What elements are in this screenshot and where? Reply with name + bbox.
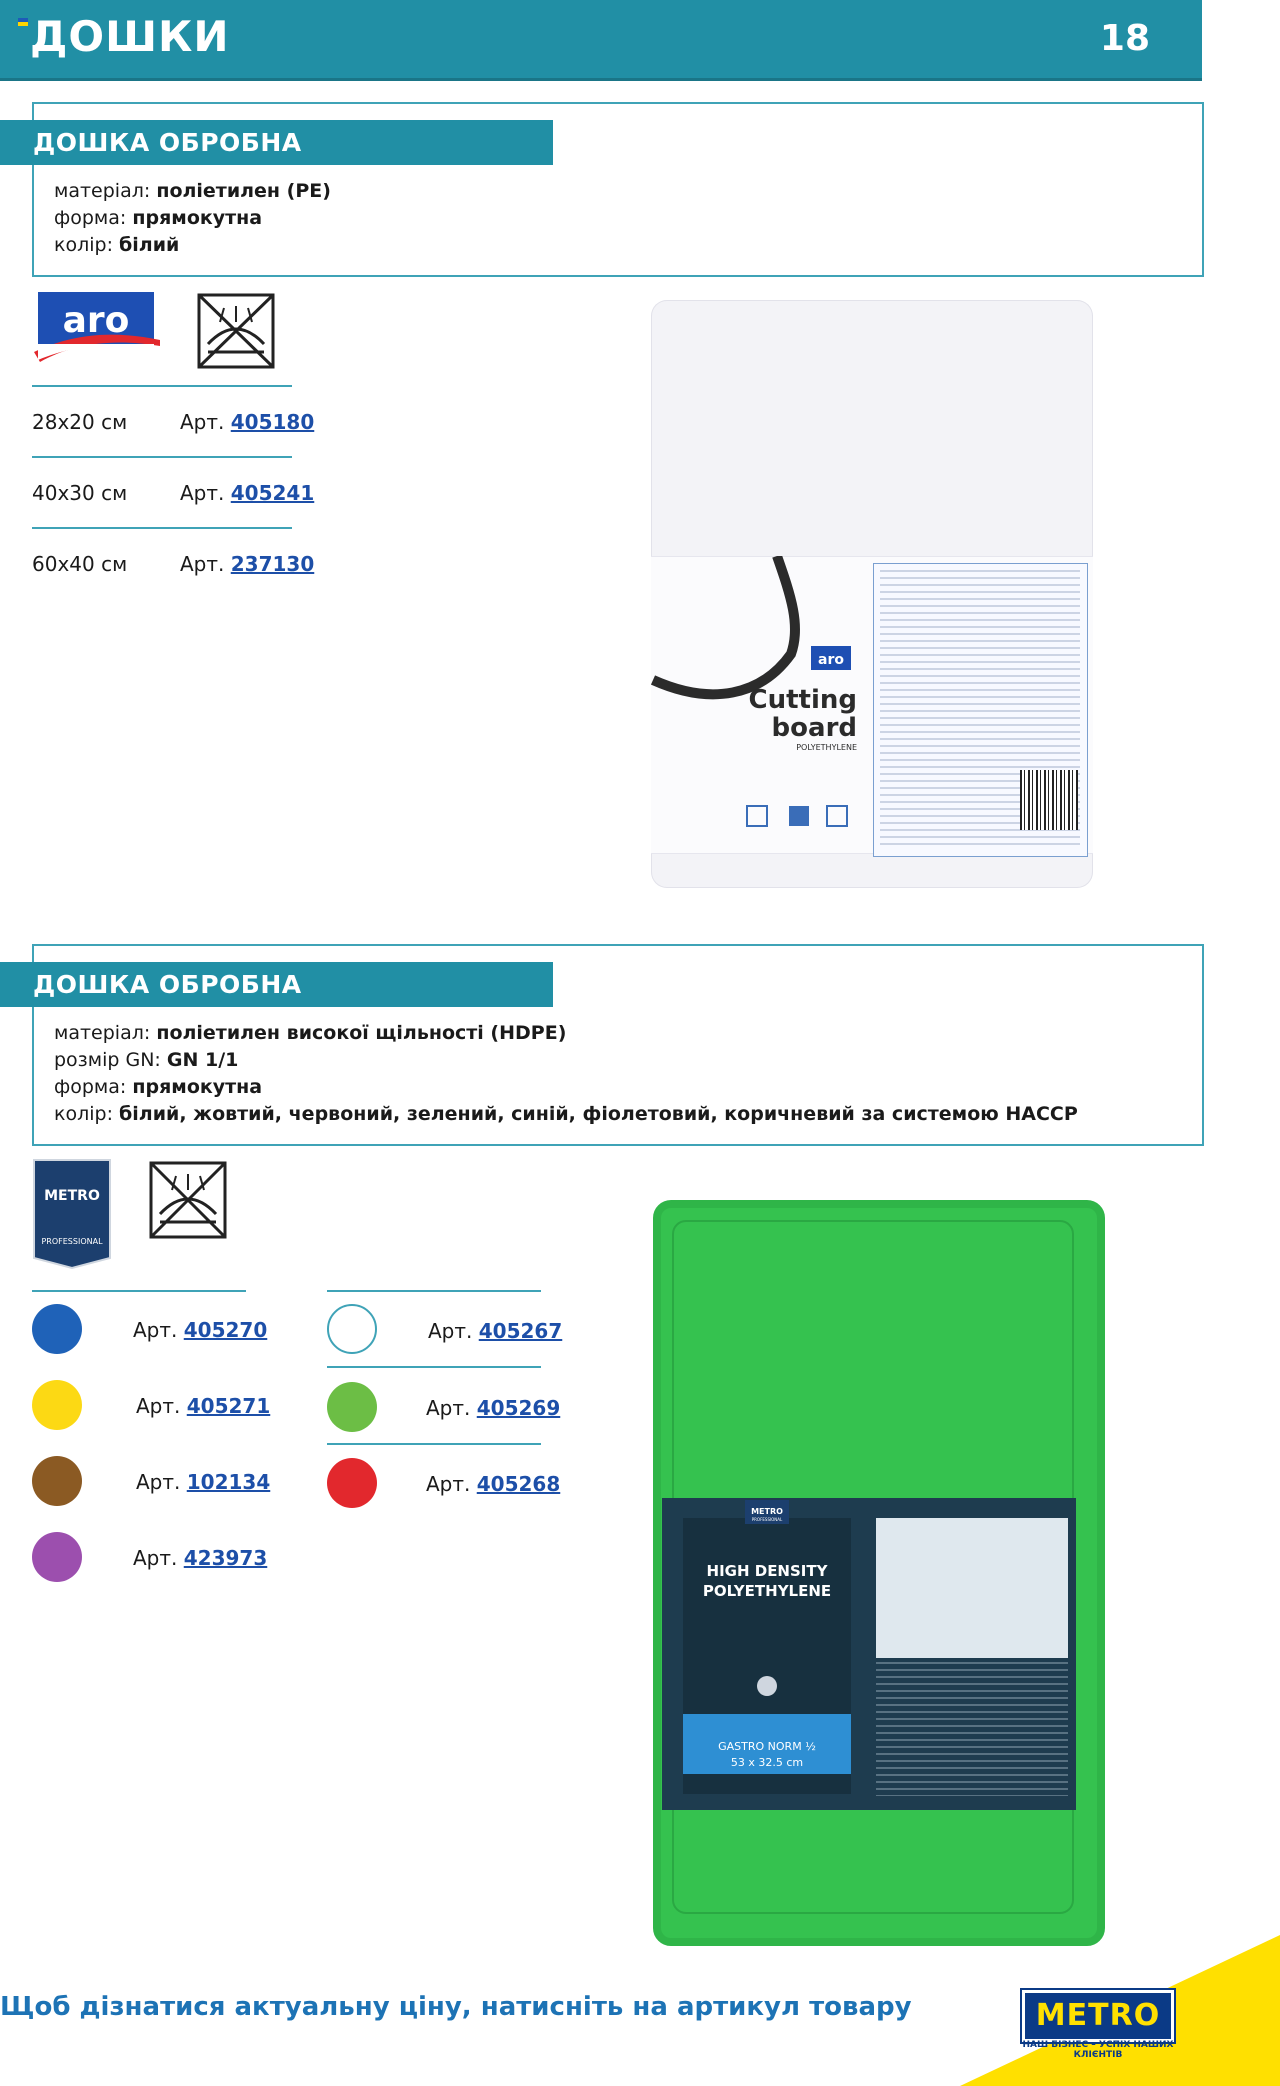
article-link[interactable]: 423973 [183,1546,268,1570]
article-link[interactable]: 237130 [230,552,315,576]
product2-heading: ДОШКА ОБРОБНА [33,970,302,999]
package-care-icon [747,806,767,826]
label-front-text [683,1500,851,1800]
spec-shape: форма: прямокутна [54,207,263,229]
page-title: ДОШКИ [30,12,230,61]
svg-text:HIGH DENSITY: HIGH DENSITY [706,1562,828,1580]
aro-logo [32,290,162,370]
article-item [180,552,314,576]
spec-material: матеріал: поліетилен (PE) [54,180,331,202]
color-swatch-green [327,1382,377,1432]
label-fine-print [876,1662,1068,1796]
metro-logo: METRO [1022,1990,1174,2042]
spec-color: колір: білий [54,234,180,256]
row-divider [32,527,292,529]
color-swatch-red [327,1458,377,1508]
aro-logo-text: aro [62,300,130,341]
article-item: Арт. 405269 [426,1396,561,1420]
article-item: Арт. 405267 [428,1319,563,1343]
product2-spec-list [54,1020,1078,1128]
article-link[interactable]: 405271 [186,1394,271,1418]
package-care-icon [789,806,809,826]
svg-text:GASTRO NORM ½: GASTRO NORM ½ [718,1740,816,1753]
spec-shape: форма: прямокутна [54,1076,263,1098]
article-item: Арт. 102134 [136,1470,271,1494]
package-brand: aro [818,652,844,668]
row-divider [32,385,292,387]
row-divider [327,1366,541,1368]
article-prefix: Арт. [180,481,231,505]
article-prefix: Арт. [180,552,231,576]
article-item [180,481,314,505]
article-prefix: Арт. [180,410,231,434]
row-divider [32,456,292,458]
metro-badge-line2: PROFESSIONAL [41,1237,103,1246]
package-care-icon [827,806,847,826]
size-label: 40x30 см [32,481,128,505]
barcode [1020,770,1078,830]
svg-text:PROFESSIONAL: PROFESSIONAL [751,1517,783,1522]
article-item: Арт. 405268 [426,1472,561,1496]
article-link[interactable]: 405241 [230,481,315,505]
color-swatch-white [327,1304,377,1354]
article-link[interactable]: 405268 [476,1472,561,1496]
color-swatch-blue [32,1304,82,1354]
size-label: 28x20 см [32,410,128,434]
article-item: Арт. 423973 [133,1546,268,1570]
color-swatch-yellow [32,1380,82,1430]
article-item: Арт. 405270 [133,1318,268,1342]
article-item: Арт. 405271 [136,1394,271,1418]
metro-badge-line1: METRO [44,1188,100,1204]
svg-text:POLYETHYLENE: POLYETHYLENE [702,1582,832,1600]
metro-slogan: НАШ БІЗНЕС – УСПІХ НАШИХ КЛІЄНТІВ [1022,2040,1174,2060]
product1-spec-list [54,178,331,259]
metro-professional-logo [32,1158,112,1270]
svg-text:53 x 32.5 cm: 53 x 32.5 cm [730,1756,804,1769]
package-title-line1: Cutting [748,685,857,715]
color-swatch-brown [32,1456,82,1506]
size-label: 60x40 см [32,552,128,576]
article-item [180,410,314,434]
article-link[interactable]: 405267 [478,1319,563,1343]
row-divider [32,1290,246,1292]
label-info-panel [876,1518,1068,1658]
article-link[interactable]: 405270 [183,1318,268,1342]
spec-material: матеріал: поліетилен високої щільності (HDPE) [54,1022,567,1044]
page-number: 18 [1099,18,1150,59]
no-dishwasher-icon [148,1160,228,1240]
color-swatch-purple [32,1532,82,1582]
article-link[interactable]: 405180 [230,410,315,434]
article-link[interactable]: 405269 [476,1396,561,1420]
package-title-line2: board [771,713,857,743]
row-divider [327,1443,541,1445]
product1-heading: ДОШКА ОБРОБНА [33,128,302,157]
package-subtitle: POLYETHYLENE [796,743,857,752]
no-dishwasher-icon [196,292,276,370]
spec-gn-size: розмір GN: GN 1/1 [54,1049,239,1071]
row-divider [327,1290,541,1292]
spec-color: колір: білий, жовтий, червоний, зелений, синій, фіолетовий, коричневий за системою HACCP [54,1103,1078,1125]
article-link[interactable]: 102134 [186,1470,271,1494]
svg-text:METRO: METRO [751,1507,783,1516]
package-front [651,556,873,852]
footer-call-to-action: Щоб дізнатися актуальну ціну, натисніть на артикул товару [0,1992,912,2022]
